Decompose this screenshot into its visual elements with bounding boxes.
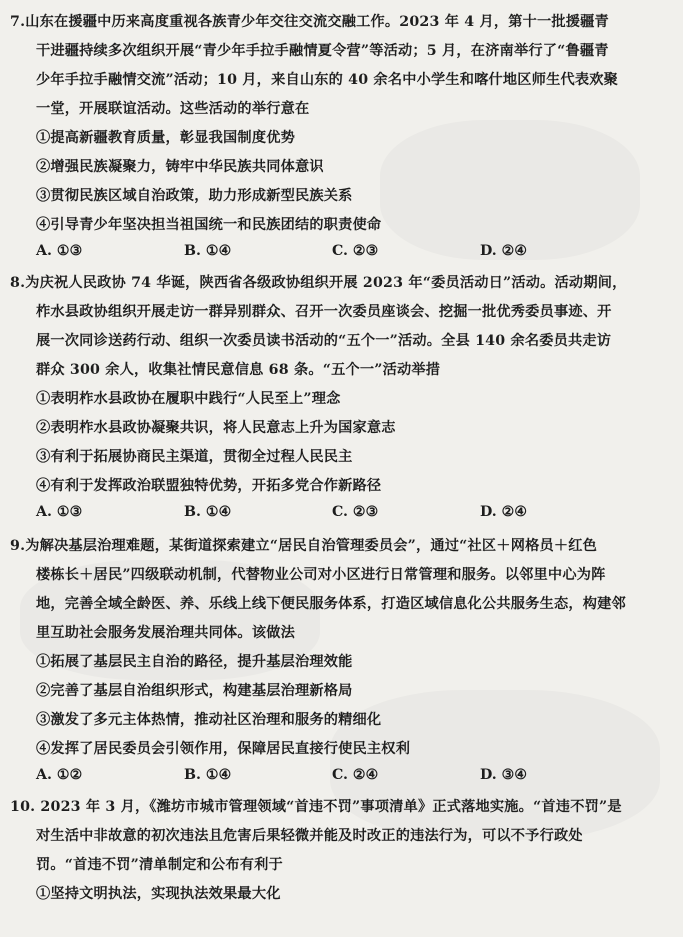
question-9-statement-2: ②完善了基层自治组织形式，构建基层治理新格局 xyxy=(36,683,353,699)
question-7-statement-1: ①提高新疆教育质量，彰显我国制度优势 xyxy=(36,130,295,146)
question-8-stem-line: 群众 300 余人，收集社情民意信息 68 条。“五个一”活动举措 xyxy=(36,362,441,378)
question-7-stem-line: 一堂，开展联谊活动。这些活动的举行意在 xyxy=(36,101,310,117)
background-smudge xyxy=(380,120,640,260)
question-7-stem-line: 少年手拉手融情交流”活动；10 月，来自山东的 40 余名中小学生和喀什地区师生代表欢聚 xyxy=(36,72,619,88)
question-8-statement-4: ④有利于发挥政治联盟独特优势，开拓多党合作新路径 xyxy=(36,478,382,494)
question-8-option-c: C. ②③ xyxy=(332,504,379,520)
question-8-statement-3: ③有利于拓展协商民主渠道，贯彻全过程人民民主 xyxy=(36,449,353,465)
question-8-stem-line: 8.为庆祝人民政协 74 华诞，陕西省各级政协组织开展 2023 年“委员活动日”活动。活动期间， xyxy=(10,275,627,291)
question-9-stem-line: 里互助社会服务发展治理共同体。该做法 xyxy=(36,625,295,641)
question-9-stem-line: 9.为解决基层治理难题，某街道探索建立“居民自治管理委员会”，通过“社区＋网格员＋红色 xyxy=(10,538,598,554)
question-8-stem-line: 柞水县政协组织开展走访一群异别群众、召开一次委员座谈会、挖掘一批优秀委员事迹、开 xyxy=(36,304,612,320)
question-7-statement-2: ②增强民族凝聚力，铸牢中华民族共同体意识 xyxy=(36,159,324,175)
question-7-statement-4: ④引导青少年坚决担当祖国统一和民族团结的职责使命 xyxy=(36,217,382,233)
question-9-option-c: C. ②④ xyxy=(332,767,379,783)
question-10-stem-line: 10. 2023 年 3 月，《潍坊市城市管理领域“首违不罚”事项清单》正式落地实施。“首违不罚”是 xyxy=(10,799,622,815)
question-9-option-b: B. ①④ xyxy=(184,767,232,783)
question-10-stem-line: 罚。“首违不罚”清单制定和公布有利于 xyxy=(36,857,283,873)
question-7-option-a: A. ①③ xyxy=(36,243,83,259)
question-7-stem-line: 7.山东在援疆中历来高度重视各族青少年交往交流交融工作。2023 年 4 月，第十一批援疆青 xyxy=(10,14,609,30)
question-9-stem-line: 楼栋长＋居民”四级联动机制，代替物业公司对小区进行日常管理和服务。以邻里中心为阵 xyxy=(36,567,606,583)
question-9-option-a: A. ①② xyxy=(36,767,83,783)
question-9-statement-3: ③激发了多元主体热情，推动社区治理和服务的精细化 xyxy=(36,712,382,728)
question-7-stem-line: 干进疆持续多次组织开展“青少年手拉手融情夏令营”等活动；5 月，在济南举行了“鲁疆青 xyxy=(36,43,609,59)
question-7-option-b: B. ①④ xyxy=(184,243,232,259)
question-10-stem-line: 对生活中非故意的初次违法且危害后果轻微并能及时改正的违法行为，可以不予行政处 xyxy=(36,828,583,844)
question-9-option-d: D. ③④ xyxy=(480,767,528,783)
question-7-option-d: D. ②④ xyxy=(480,243,528,259)
question-8-option-d: D. ②④ xyxy=(480,504,528,520)
question-8-option-a: A. ①③ xyxy=(36,504,83,520)
question-7-statement-3: ③贯彻民族区域自治政策，助力形成新型民族关系 xyxy=(36,188,353,204)
question-8-option-b: B. ①④ xyxy=(184,504,232,520)
question-8-stem-line: 展一次同诊送药行动、组织一次委员读书活动的“五个一”活动。全县 140 余名委员共走访 xyxy=(36,333,612,349)
question-7-option-c: C. ②③ xyxy=(332,243,379,259)
question-8-statement-2: ②表明柞水县政协凝聚共识，将人民意志上升为国家意志 xyxy=(36,420,396,436)
question-9-stem-line: 地，完善全域全龄医、养、乐线上线下便民服务体系，打造区域信息化公共服务生态，构建邻 xyxy=(36,596,626,612)
question-10-statement-1: ①坚持文明执法，实现执法效果最大化 xyxy=(36,886,281,902)
question-8-statement-1: ①表明柞水县政协在履职中践行“人民至上”理念 xyxy=(36,391,341,407)
question-9-statement-4: ④发挥了居民委员会引领作用，保障居民直接行使民主权利 xyxy=(36,741,411,757)
question-9-statement-1: ①拓展了基层民主自治的路径，提升基层治理效能 xyxy=(36,654,353,670)
